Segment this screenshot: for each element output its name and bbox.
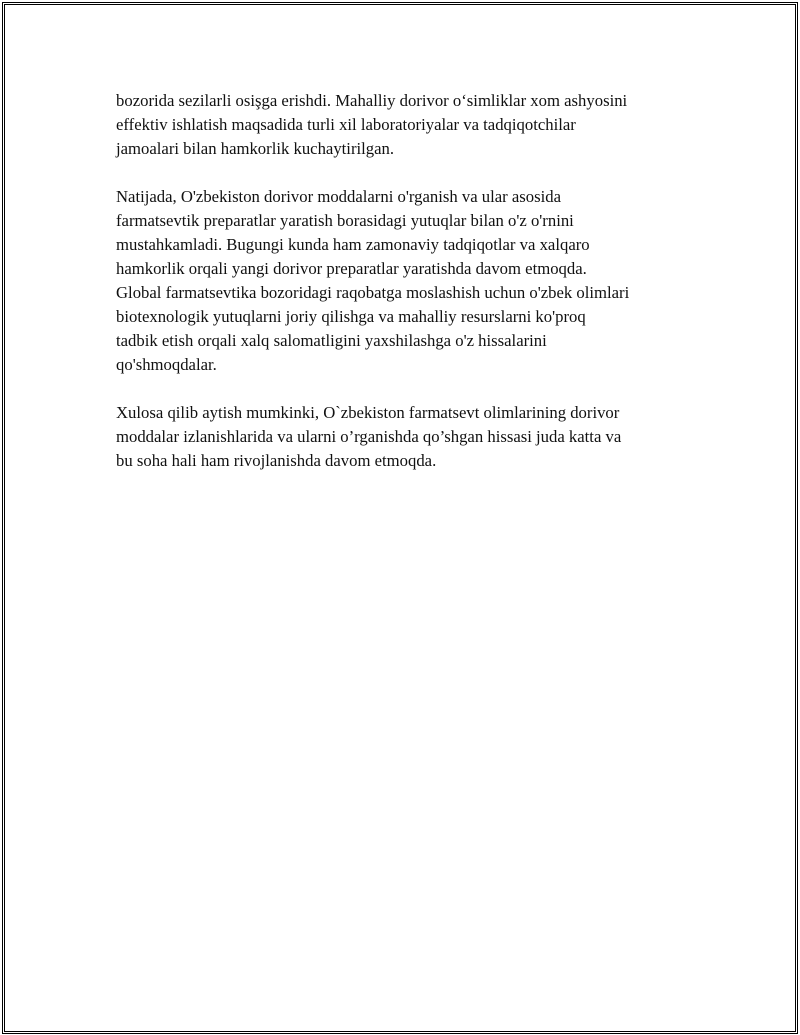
paragraph-line: mustahkamladi. Bugungi kunda ham zamonaviy tadqiqotlar va xalqaro [116, 235, 590, 254]
paragraph-line: bozorida sezilarli osişga erishdi. Mahalliy dorivor o‘simliklar xom ashyosini [116, 91, 628, 110]
paragraph-line: moddalar izlanishlarida va ularni o’rganishda qo’shgan hissasi juda katta va [116, 427, 622, 446]
paragraph-line: farmatsevtik preparatlar yaratish borasidagi yutuqlar bilan o'z o'rnini [116, 211, 574, 230]
paragraph-spacer [116, 161, 696, 185]
paragraph-line: biotexnologik yutuqlarni joriy qilishga va mahalliy resurslarni ko'proq [116, 307, 586, 326]
paragraph-line: effektiv ishlatish maqsadida turli xil laboratoriyalar va tadqiqotchilar [116, 115, 576, 134]
paragraph-3 [116, 401, 696, 473]
paragraph-line: jamoalari bilan hamkorlik kuchaytirilgan. [116, 139, 395, 158]
document-body [116, 89, 696, 473]
paragraph-line: hamkorlik orqali yangi dorivor preparatlar yaratishda davom etmoqda. [116, 259, 587, 278]
paragraph-2 [116, 185, 696, 377]
paragraph-1 [116, 89, 696, 161]
paragraph-line: tadbik etish orqali xalq salomatligini yaxshilashga o'z hissalarini [116, 331, 547, 350]
paragraph-line: Natijada, O'zbekiston dorivor moddalarni o'rganish va ular asosida [116, 187, 562, 206]
paragraph-line: Xulosa qilib aytish mumkinki, O`zbekiston farmatsevt olimlarining dorivor [116, 403, 620, 422]
paragraph-spacer [116, 377, 696, 401]
paragraph-line: bu soha hali ham rivojlanishda davom etmoqda. [116, 451, 437, 470]
paragraph-line: qo'shmoqdalar. [116, 355, 217, 374]
paragraph-line: Global farmatsevtika bozoridagi raqobatga moslashish uchun o'zbek olimlari [116, 283, 630, 302]
